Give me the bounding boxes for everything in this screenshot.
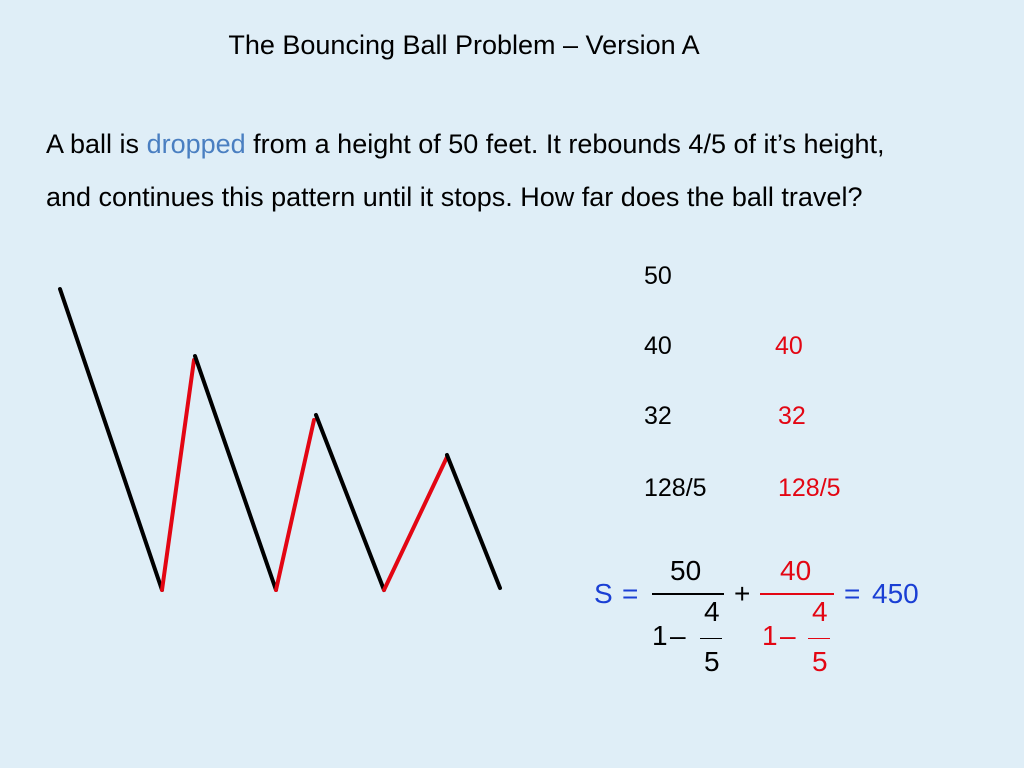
term2-numerator: 40 (780, 555, 812, 586)
term1-ratio-denominator: 5 (704, 646, 720, 677)
sequence-down-0: 50 (644, 262, 672, 290)
term1-ratio-bar (700, 638, 722, 639)
slide-title: The Bouncing Ball Problem – Version A (228, 30, 700, 60)
term2-ratio-numerator: 4 (812, 596, 828, 627)
sequence-down-1: 40 (644, 332, 672, 360)
term1-numerator: 50 (670, 555, 702, 586)
term2-ratio-denominator: 5 (812, 646, 828, 677)
problem-text-start: A ball is (46, 129, 147, 159)
term2-fraction-bar (760, 593, 834, 595)
formula-result: 450 (872, 578, 919, 609)
term2-minus: – (780, 620, 796, 651)
sequence-down-3: 128/5 (644, 474, 707, 502)
term1-minus: – (670, 620, 686, 651)
sequence-up-1: 32 (778, 402, 806, 430)
rebound-segment-2 (276, 420, 314, 590)
rebound-segment-1 (162, 360, 194, 590)
formula-plus: + (734, 578, 751, 609)
term1-fraction-bar (652, 593, 724, 595)
term1-one: 1 (652, 620, 668, 651)
term1-ratio-numerator: 4 (704, 596, 720, 627)
drop-segment-3 (316, 415, 384, 590)
formula-equals-1: = (622, 578, 639, 609)
drop-segment-2 (195, 356, 276, 590)
sequence-up-0: 40 (775, 332, 803, 360)
term2-ratio-bar (808, 638, 830, 639)
rebound-segment-3 (384, 457, 447, 590)
term2-one: 1 (762, 620, 778, 651)
formula-equals-2: = (844, 578, 861, 609)
sum-formula (594, 555, 954, 680)
drop-segment-4 (447, 455, 500, 588)
sequence-up-2: 128/5 (778, 474, 841, 502)
problem-keyword-dropped: dropped (146, 129, 246, 159)
formula-lhs: S (594, 578, 613, 609)
drop-segment-1 (60, 289, 162, 590)
problem-text-end: from a height of 50 feet. It rebounds 4/5 of it’s height, and continues this pattern until it stops. How far does the ball travel? (46, 129, 885, 212)
sequence-down-2: 32 (644, 402, 672, 430)
